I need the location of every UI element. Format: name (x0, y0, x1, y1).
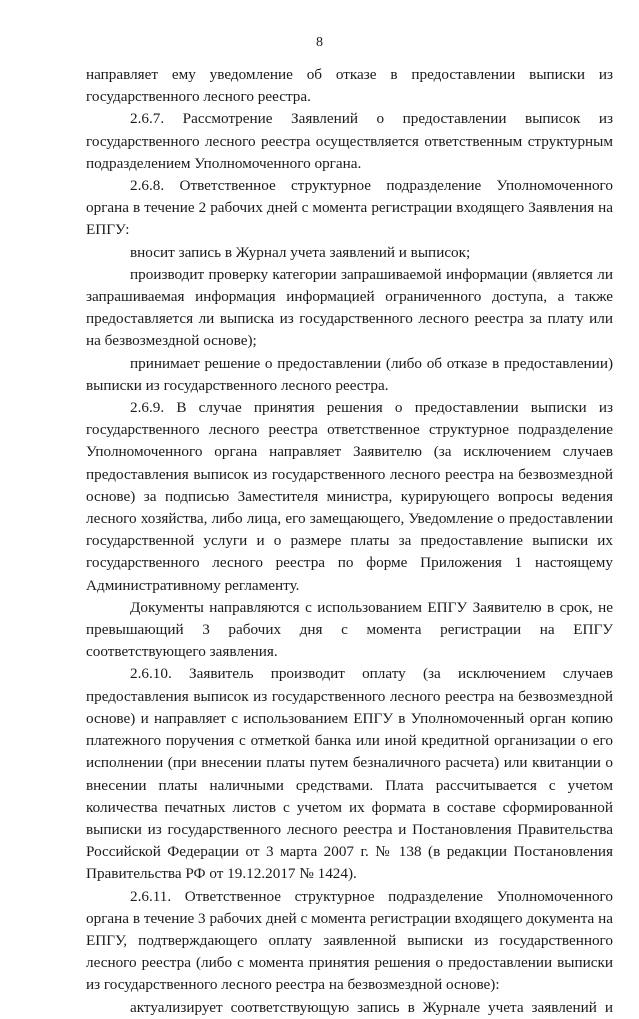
paragraph-documents-sent: Документы направляются с использованием ЕПГУ Заявителю в срок, не превышающий 3 рабочих дня с момента регистрации на ЕПГУ соответствующего заявления. (86, 598, 613, 661)
paragraph-refusal-notice: направляет ему уведомление об отказе в предоставлении выписки из государственного лесного реестра. (86, 66, 613, 106)
paragraph-2-6-10: 2.6.10. Заявитель производит оплату (за исключением случаев предоставления выписок из государственного лесного реестра на безвозмездной основе) и направляет с использованием ЕПГУ в Уполномоченный орган копию платежного поручения с отметкой банка или иной кредитной организации о его исполнении (при внесении платы путем безналичного расчета) или квитанции о внесении платы наличными средствами. Плата рассчитывается с учетом количества печатных листов с учетом их формата в составе сформированной выписки из государственного лесного реестра и Постановления Правительства Российской Федерации от 3 марта 2007 г. № 138 (в редакции Постановления Правительства РФ от 19.12.2017 № 1424). (86, 665, 613, 883)
paragraph-2-6-7: 2.6.7. Рассмотрение Заявлений о предоставлении выписок из государственного лесного реестра осуществляется ответственным структурным подразделением Уполномоченного органа. (86, 110, 613, 172)
paragraph-2-6-8: 2.6.8. Ответственное структурное подразделение Уполномоченного органа в течение 2 рабочих дней с момента регистрации входящего Заявления на ЕПГУ: (86, 177, 613, 239)
paragraph-journal-entry: вносит запись в Журнал учета заявлений и выписок; (130, 243, 471, 261)
paragraph-2-6-9: 2.6.9. В случае принятия решения о предоставлении выписки из государственного лесного реестра ответственное структурное подразделение Уполномоченного органа направляет Заявителю (за исключением случаев предоставления выписок из государственного лесного реестра на безвозмездной основе) за подписью Заместителя министра, курирующего вопросы ведения лесного хозяйства, либо лица, его замещающего, Уведомление о предоставлении государственной услуги и о размере платы за предоставление выписки их государственного лесного реестра по форме Приложения 1 настоящему Административному регламенту. (86, 399, 613, 594)
paragraph-journal-update: актуализирует соответствующую запись в Журнале учета заявлений и (130, 998, 613, 1016)
paragraph-decision: принимает решение о предоставлении (либо об отказе в предоставлении) выписки из государственного лесного реестра. (86, 354, 613, 394)
paragraph-2-6-11: 2.6.11. Ответственное структурное подразделение Уполномоченного органа в течение 3 рабочих дней с момента регистрации входящего документа на ЕПГУ, подтверждающего оплату заявленной выписки из государственного лесного реестра (либо с момента принятия решения о предоставлении выписки из государственного лесного реестра на безвозмездной основе): (86, 887, 613, 994)
document-body (86, 64, 613, 1019)
paragraph-category-check: производит проверку категории запрашиваемой информации (является ли запрашиваемая информация информацией ограниченного доступа, а также предоставляется ли выписка из государственного лесного реестра за плату или на безвозмездной основе); (86, 265, 613, 350)
page-number: 8 (316, 35, 323, 50)
